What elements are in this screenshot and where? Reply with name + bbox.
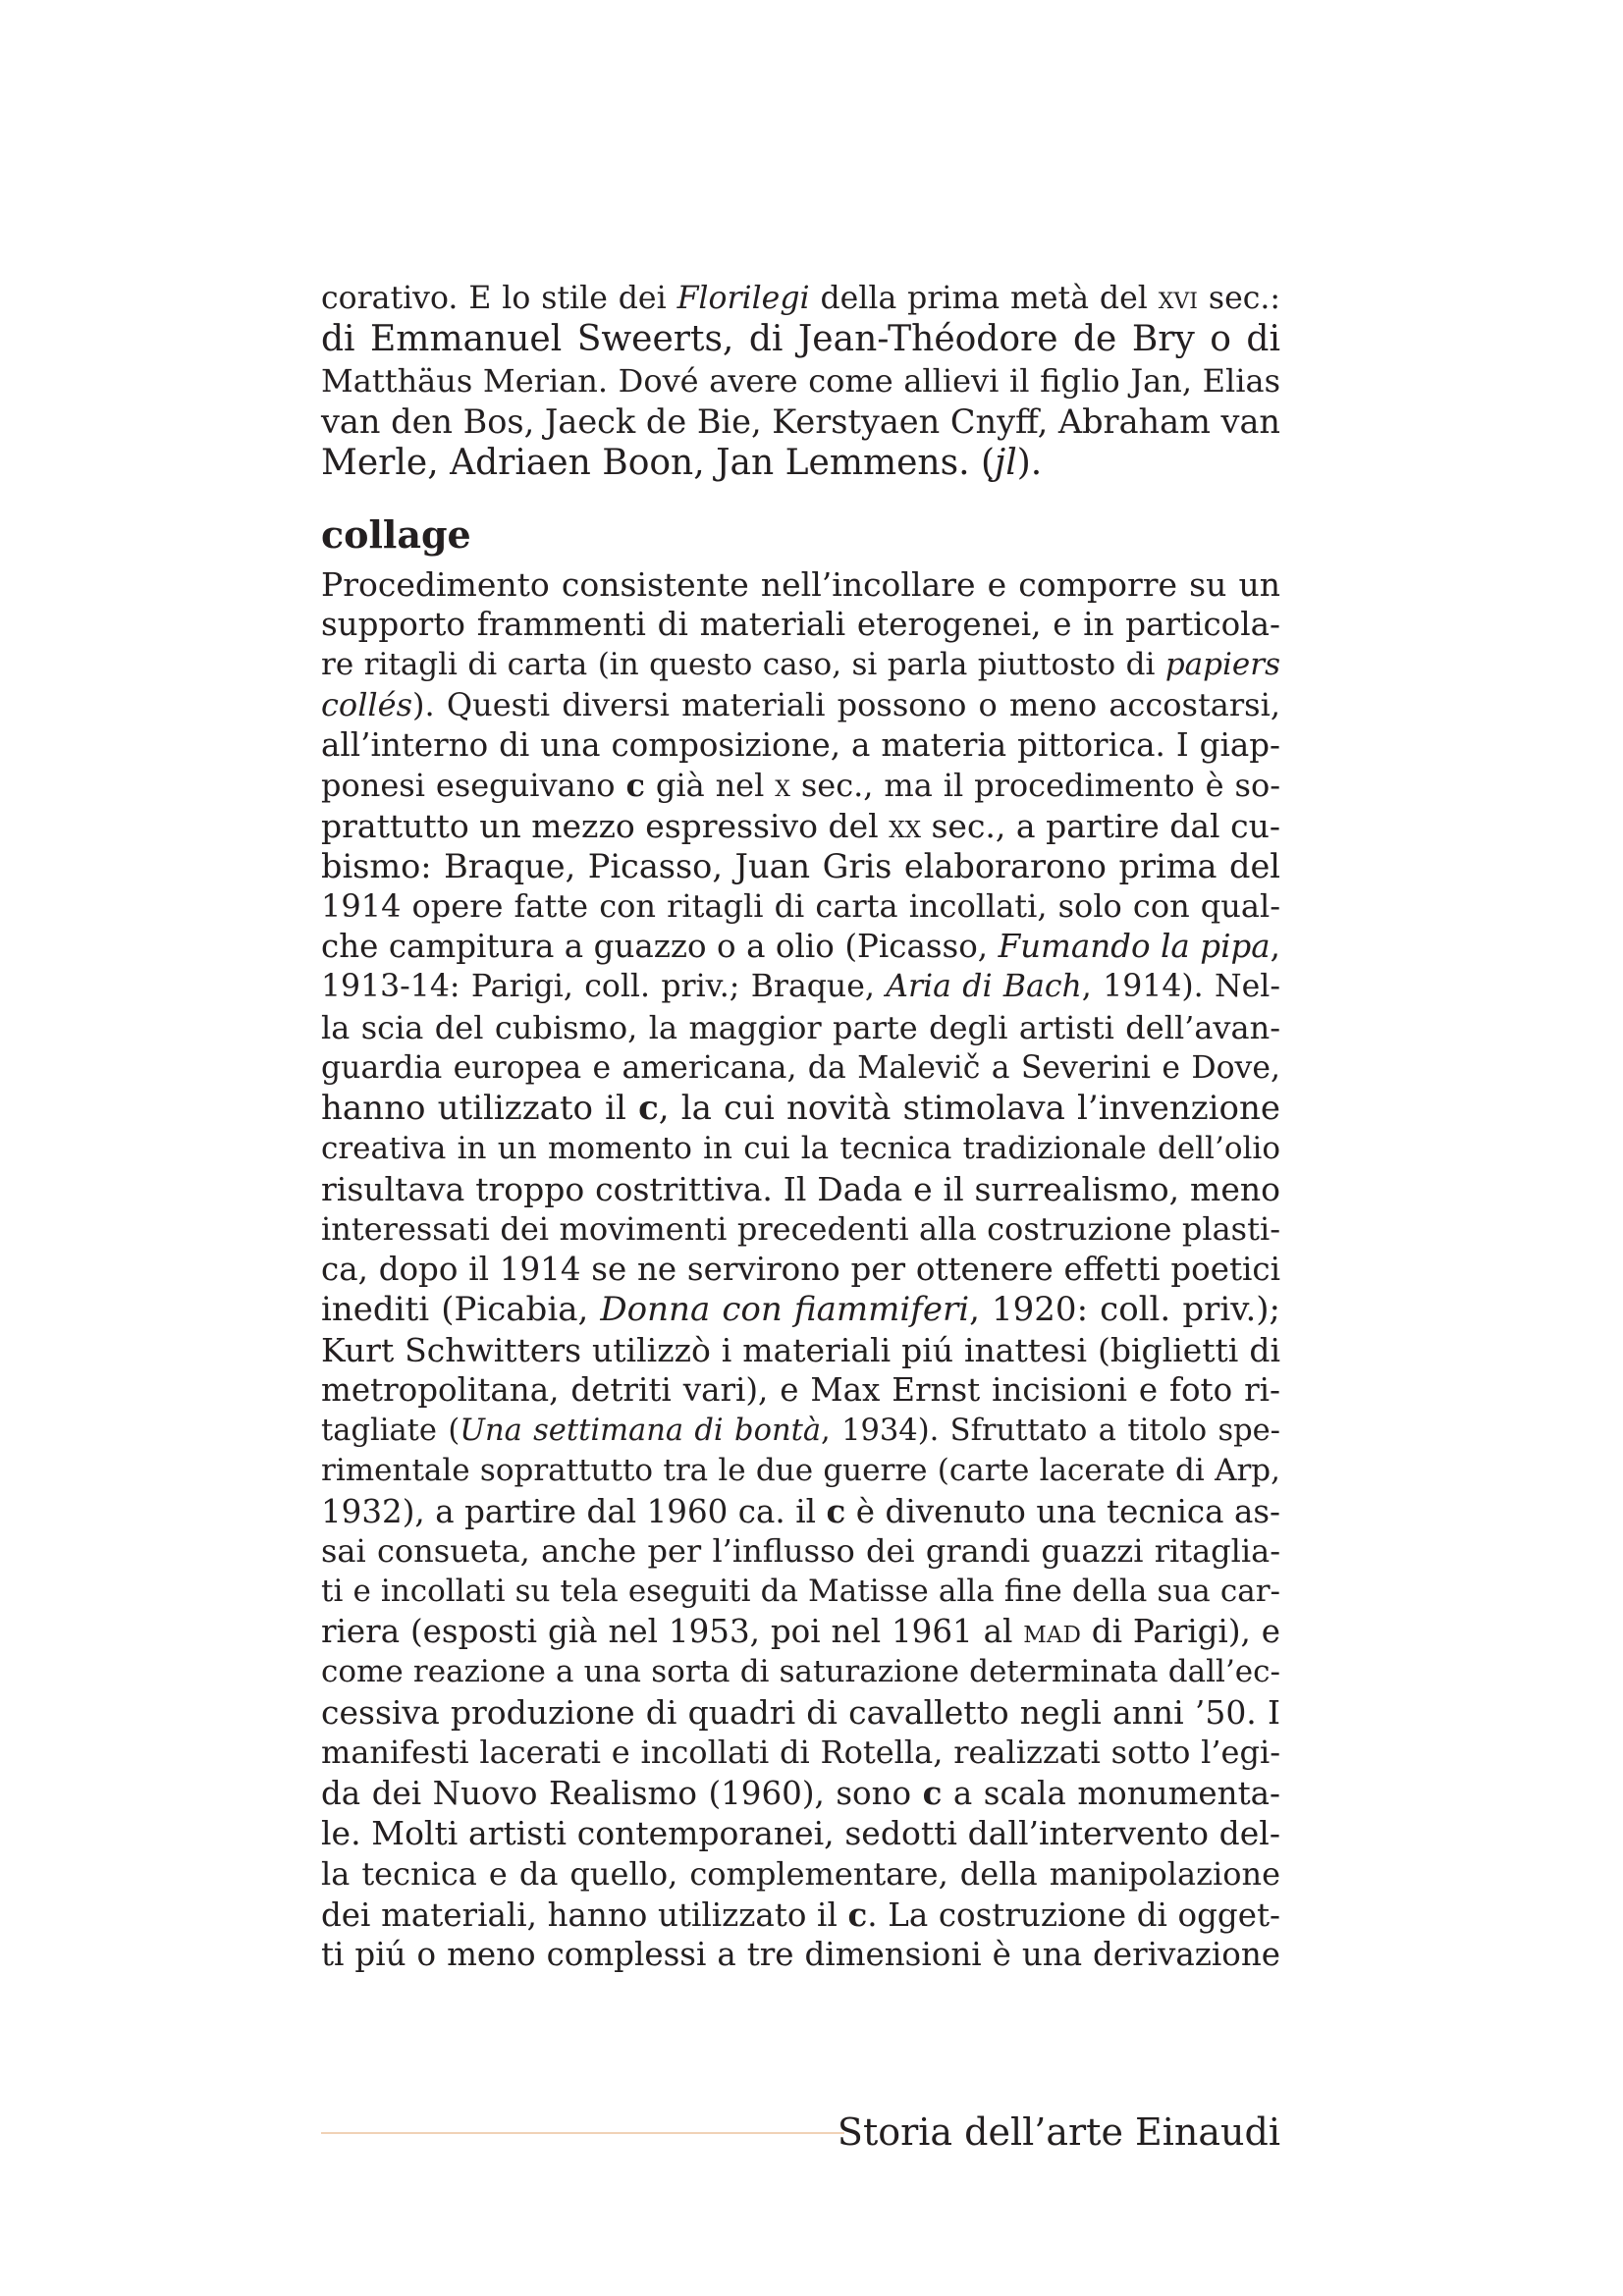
page-body [321, 278, 1280, 1975]
text-line: corativo. E lo stile dei Florilegi della prima metà del xvi sec.: [321, 281, 1280, 316]
text-line: hanno utilizzato il c, la cui novità stimolava l’invenzione [321, 1088, 1280, 1128]
text-line: le. Molti artisti contemporanei, sedotti dall’intervento del- [321, 1814, 1280, 1853]
text-line: riera (esposti già nel 1953, poi nel 1961 al mad di Parigi), e [321, 1613, 1280, 1651]
text-line: all’interno di una composizione, a materia pittorica. I giap- [321, 726, 1280, 765]
text-line: la scia del cubismo, la maggior parte degli artisti dell’avan- [321, 1008, 1280, 1046]
text-line: ti e incollati su tela eseguiti da Matisse alla fine della sua car- [321, 1574, 1280, 1610]
text-line: interessati dei movimenti precedenti alla costruzione plasti- [321, 1209, 1280, 1248]
previous-entry-continuation [321, 278, 1280, 484]
text-line: tagliate (Una settimana di bontà, 1934). Sfruttato a titolo spe- [321, 1413, 1280, 1448]
text-line: inediti (Picabia, Donna con fiammiferi, 1920: coll. priv.); [321, 1289, 1280, 1329]
text-line: da dei Nuovo Realismo (1960), sono c a scala monumenta- [321, 1774, 1280, 1813]
text-line: ti piú o meno complessi a tre dimensioni è una derivazione [321, 1935, 1280, 1973]
text-line: ponesi eseguivano c già nel x sec., ma il procedimento è so- [321, 767, 1281, 805]
text-line: bismo: Braque, Picasso, Juan Gris elaborarono prima del [321, 847, 1280, 886]
entry-headword: collage [321, 512, 471, 557]
text-line: guardia europea e americana, da Malevič a Severini e Dove, [321, 1049, 1280, 1086]
text-line: la tecnica e da quello, complementare, della manipolazione [321, 1854, 1280, 1893]
text-line: sai consueta, anche per l’influsso dei grandi guazzi ritaglia- [321, 1532, 1280, 1571]
text-line: che campitura a guazzo o a olio (Picasso, Fumando la pipa, [321, 928, 1280, 966]
text-line: collés). Questi diversi materiali possono o meno accostarsi, [321, 686, 1280, 724]
text-line: come reazione a una sorta di saturazione determinata dall’ec- [321, 1654, 1280, 1690]
text-line: van den Bos, Jaeck de Bie, Kerstyaen Cnyff, Abraham van [321, 402, 1280, 441]
text-line: cessiva produzione di quadri di cavalletto negli anni ’50. I [321, 1693, 1280, 1733]
text-line: 1932), a partire dal 1960 ca. il c è divenuto una tecnica as- [321, 1492, 1280, 1531]
text-line: risultava troppo costrittiva. Il Dada e il surrealismo, meno [321, 1169, 1280, 1208]
text-line: dei materiali, hanno utilizzato il c. La costruzione di ogget- [321, 1895, 1280, 1934]
text-line: rimentale soprattutto tra le due guerre (carte lacerate di Arp, [321, 1453, 1280, 1489]
text-line: Procedimento consistente nell’incollare e comporre su un [321, 565, 1280, 604]
entry-text [321, 564, 1280, 1975]
page-footer [321, 2109, 1280, 2158]
footer-rule [321, 2132, 844, 2134]
text-line: ca, dopo il 1914 se ne servirono per ottenere effetti poetici [321, 1250, 1280, 1288]
text-line: creativa in un momento in cui la tecnica tradizionale dell’olio [321, 1130, 1280, 1166]
text-line: di Emmanuel Sweerts, di Jean-Théodore de Bry o di [321, 319, 1280, 359]
text-line: 1913-14: Parigi, coll. priv.; Braque, Aria di Bach, 1914). Nel- [321, 969, 1280, 1005]
text-line: Kurt Schwitters utilizzò i materiali piú inattesi (biglietti di [321, 1330, 1280, 1369]
text-line: 1914 opere fatte con ritagli di carta incollati, solo con qual- [321, 887, 1280, 926]
text-line: manifesti lacerati e incollati di Rotella, realizzati sotto l’egi- [321, 1734, 1280, 1772]
text-line: prattutto un mezzo espressivo del xx sec., a partire dal cu- [321, 807, 1280, 846]
text-line: supporto frammenti di materiali eterogenei, e in particola- [321, 606, 1280, 644]
text-line: Matthäus Merian. Dové avere come allievi il figlio Jan, Elias [321, 362, 1280, 400]
text-line: metropolitana, detriti vari), e Max Ernst incisioni e foto ri- [321, 1370, 1280, 1409]
text-line: re ritagli di carta (in questo caso, si parla piuttosto di papiers [321, 647, 1280, 683]
footer-title: Storia dell’arte Einaudi [837, 2110, 1280, 2154]
text-line: Merle, Adriaen Boon, Jan Lemmens. (jl). [321, 443, 1043, 483]
